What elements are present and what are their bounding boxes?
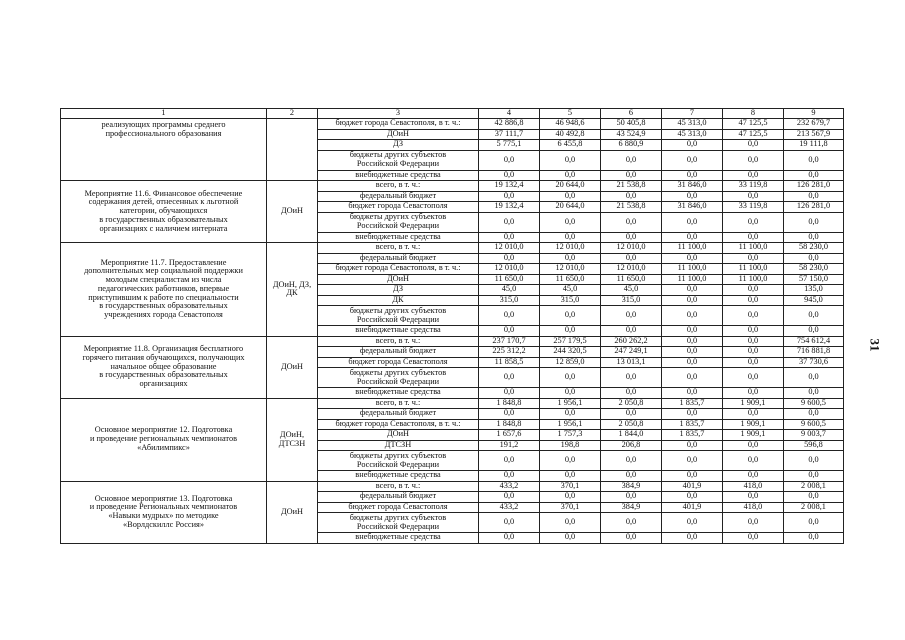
table-row (61, 398, 844, 409)
year-value: 12 010,0 (479, 243, 540, 254)
total-value: 213 567,9 (784, 129, 844, 140)
column-number: 4 (479, 109, 540, 119)
total-value: 57 150,0 (784, 274, 844, 285)
funding-source: внебюджетные средства (318, 170, 479, 181)
total-value: 0,0 (784, 533, 844, 544)
year-value: 20 644,0 (540, 181, 601, 192)
year-value: 206,8 (601, 440, 662, 451)
year-value: 11 100,0 (723, 243, 784, 254)
year-value: 244 320,5 (540, 347, 601, 358)
executor-cell: ДОиН, ДТСЗН (267, 398, 318, 481)
funding-source: федеральный бюджет (318, 347, 479, 358)
total-value: 37 730,6 (784, 357, 844, 368)
year-value: 0,0 (601, 212, 662, 232)
funding-source: ДЗ (318, 140, 479, 151)
year-value: 0,0 (601, 388, 662, 399)
year-value: 433,2 (479, 481, 540, 492)
year-value: 0,0 (540, 150, 601, 170)
table-row (61, 181, 844, 192)
year-value: 0,0 (601, 191, 662, 202)
year-value: 0,0 (723, 409, 784, 420)
year-value: 11 100,0 (662, 243, 723, 254)
funding-source: всего, в т. ч.: (318, 398, 479, 409)
year-value: 45,0 (479, 285, 540, 296)
funding-source: федеральный бюджет (318, 253, 479, 264)
total-value: 0,0 (784, 212, 844, 232)
year-value: 0,0 (540, 492, 601, 503)
column-number: 9 (784, 109, 844, 119)
funding-source: бюджет города Севастополя, в т. ч.: (318, 264, 479, 275)
funding-source: ДТСЗН (318, 440, 479, 451)
year-value: 0,0 (540, 326, 601, 337)
year-value: 0,0 (662, 232, 723, 243)
activity-description: Основное мероприятие 12. Подготовка и проведение региональных чемпионатов «Абилимпикс» (61, 398, 267, 481)
year-value: 11 100,0 (723, 274, 784, 285)
year-value: 0,0 (601, 306, 662, 326)
year-value: 1 909,1 (723, 398, 784, 409)
executor-cell: ДОиН (267, 181, 318, 243)
year-value: 0,0 (662, 409, 723, 420)
year-value: 0,0 (662, 347, 723, 358)
executor-cell (267, 119, 318, 181)
year-value: 47 125,5 (723, 129, 784, 140)
year-value: 0,0 (662, 295, 723, 306)
year-value: 0,0 (601, 533, 662, 544)
total-value: 0,0 (784, 150, 844, 170)
funding-source: федеральный бюджет (318, 191, 479, 202)
total-value: 0,0 (784, 409, 844, 420)
year-value: 11 100,0 (662, 274, 723, 285)
activity-description: Мероприятие 11.8. Организация бесплатного горячего питания обучающихся, получающих начальное общее образование в государственных образовательных организациях (61, 336, 267, 398)
executor-cell: ДОиН, ДЗ, ДК (267, 243, 318, 337)
column-number: 7 (662, 109, 723, 119)
column-number: 8 (723, 109, 784, 119)
year-value: 0,0 (540, 232, 601, 243)
year-value: 0,0 (540, 471, 601, 482)
year-value: 0,0 (723, 533, 784, 544)
year-value: 20 644,0 (540, 202, 601, 213)
budget-table (60, 108, 844, 544)
year-value: 0,0 (540, 170, 601, 181)
total-value: 716 881,8 (784, 347, 844, 358)
year-value: 31 846,0 (662, 181, 723, 192)
year-value: 21 538,8 (601, 202, 662, 213)
year-value: 11 100,0 (723, 264, 784, 275)
funding-source: бюджет города Севастополя (318, 202, 479, 213)
year-value: 0,0 (723, 285, 784, 296)
year-value: 0,0 (723, 368, 784, 388)
year-value: 0,0 (479, 533, 540, 544)
funding-source: бюджеты других субъектов Российской Федерации (318, 306, 479, 326)
year-value: 0,0 (601, 150, 662, 170)
year-value: 19 132,4 (479, 181, 540, 192)
total-value: 0,0 (784, 492, 844, 503)
year-value: 0,0 (479, 212, 540, 232)
funding-source: бюджеты других субъектов Российской Федерации (318, 368, 479, 388)
funding-source: ДОиН (318, 274, 479, 285)
executor-cell: ДОиН (267, 336, 318, 398)
year-value: 0,0 (723, 492, 784, 503)
year-value: 0,0 (479, 513, 540, 533)
year-value: 0,0 (540, 533, 601, 544)
year-value: 37 111,7 (479, 129, 540, 140)
year-value: 0,0 (540, 191, 601, 202)
funding-source: бюджеты других субъектов Российской Федерации (318, 212, 479, 232)
table-row (61, 243, 844, 254)
year-value: 33 119,8 (723, 202, 784, 213)
year-value: 0,0 (662, 533, 723, 544)
year-value: 12 010,0 (540, 243, 601, 254)
funding-source: федеральный бюджет (318, 492, 479, 503)
total-value: 126 281,0 (784, 181, 844, 192)
total-value: 126 281,0 (784, 202, 844, 213)
year-value: 418,0 (723, 481, 784, 492)
column-number: 6 (601, 109, 662, 119)
year-value: 1 657,6 (479, 430, 540, 441)
year-value: 2 050,8 (601, 398, 662, 409)
year-value: 0,0 (479, 306, 540, 326)
funding-source: бюджет города Севастополя, в т. ч.: (318, 419, 479, 430)
funding-source: бюджет города Севастополя (318, 502, 479, 513)
year-value: 43 524,9 (601, 129, 662, 140)
year-value: 11 858,5 (479, 357, 540, 368)
year-value: 5 775,1 (479, 140, 540, 151)
year-value: 45,0 (540, 285, 601, 296)
year-value: 0,0 (479, 492, 540, 503)
funding-source: бюджеты других субъектов Российской Федерации (318, 150, 479, 170)
column-number: 2 (267, 109, 318, 119)
year-value: 237 170,7 (479, 336, 540, 347)
year-value: 1 844,0 (601, 430, 662, 441)
year-value: 191,2 (479, 440, 540, 451)
year-value: 0,0 (601, 471, 662, 482)
year-value: 384,9 (601, 502, 662, 513)
year-value: 33 119,8 (723, 181, 784, 192)
total-value: 0,0 (784, 471, 844, 482)
funding-source: ДК (318, 295, 479, 306)
year-value: 1 835,7 (662, 398, 723, 409)
year-value: 0,0 (723, 336, 784, 347)
year-value: 0,0 (723, 253, 784, 264)
table-row (61, 119, 844, 130)
year-value: 12 010,0 (601, 264, 662, 275)
year-value: 0,0 (723, 212, 784, 232)
year-value: 11 650,0 (479, 274, 540, 285)
year-value: 401,9 (662, 481, 723, 492)
year-value: 1 848,8 (479, 398, 540, 409)
year-value: 47 125,5 (723, 119, 784, 130)
total-value: 2 008,1 (784, 502, 844, 513)
total-value: 232 679,7 (784, 119, 844, 130)
year-value: 0,0 (662, 191, 723, 202)
year-value: 0,0 (662, 388, 723, 399)
year-value: 11 100,0 (662, 264, 723, 275)
year-value: 13 013,1 (601, 357, 662, 368)
year-value: 0,0 (540, 409, 601, 420)
year-value: 370,1 (540, 502, 601, 513)
year-value: 0,0 (662, 212, 723, 232)
year-value: 0,0 (723, 388, 784, 399)
total-value: 945,0 (784, 295, 844, 306)
year-value: 257 179,5 (540, 336, 601, 347)
year-value: 0,0 (662, 440, 723, 451)
year-value: 0,0 (479, 150, 540, 170)
funding-source: бюджеты других субъектов Российской Федерации (318, 451, 479, 471)
funding-source: всего, в т. ч.: (318, 481, 479, 492)
year-value: 0,0 (723, 150, 784, 170)
funding-source: федеральный бюджет (318, 409, 479, 420)
funding-source: всего, в т. ч.: (318, 336, 479, 347)
year-value: 0,0 (723, 347, 784, 358)
total-value: 0,0 (784, 306, 844, 326)
year-value: 433,2 (479, 502, 540, 513)
year-value: 0,0 (662, 357, 723, 368)
year-value: 0,0 (723, 471, 784, 482)
year-value: 315,0 (479, 295, 540, 306)
year-value: 0,0 (479, 253, 540, 264)
table-row (61, 336, 844, 347)
total-value: 0,0 (784, 368, 844, 388)
year-value: 19 132,4 (479, 202, 540, 213)
funding-source: ДОиН (318, 129, 479, 140)
year-value: 31 846,0 (662, 202, 723, 213)
year-value: 370,1 (540, 481, 601, 492)
year-value: 1 848,8 (479, 419, 540, 430)
year-value: 225 312,2 (479, 347, 540, 358)
total-value: 9 003,7 (784, 430, 844, 441)
year-value: 0,0 (540, 368, 601, 388)
year-value: 0,0 (662, 492, 723, 503)
year-value: 315,0 (601, 295, 662, 306)
year-value: 45 313,0 (662, 119, 723, 130)
funding-source: всего, в т. ч.: (318, 181, 479, 192)
year-value: 418,0 (723, 502, 784, 513)
year-value: 1 956,1 (540, 398, 601, 409)
column-number: 1 (61, 109, 267, 119)
year-value: 0,0 (662, 170, 723, 181)
year-value: 0,0 (723, 326, 784, 337)
funding-source: внебюджетные средства (318, 533, 479, 544)
total-value: 0,0 (784, 170, 844, 181)
year-value: 0,0 (601, 368, 662, 388)
year-value: 0,0 (540, 513, 601, 533)
year-value: 0,0 (723, 451, 784, 471)
funding-source: ДЗ (318, 285, 479, 296)
year-value: 0,0 (601, 409, 662, 420)
activity-description: Мероприятие 11.6. Финансовое обеспечение содержания детей, отнесенных к льготной категории, обучающихся в государственных образовательных организациях с наличием интерната (61, 181, 267, 243)
total-value: 135,0 (784, 285, 844, 296)
funding-source: внебюджетные средства (318, 471, 479, 482)
year-value: 0,0 (723, 440, 784, 451)
total-value: 0,0 (784, 326, 844, 337)
year-value: 0,0 (723, 140, 784, 151)
year-value: 12 010,0 (540, 264, 601, 275)
total-value: 754 612,4 (784, 336, 844, 347)
total-value: 19 111,8 (784, 140, 844, 151)
year-value: 6 455,8 (540, 140, 601, 151)
executor-cell: ДОиН (267, 481, 318, 543)
year-value: 12 010,0 (479, 264, 540, 275)
year-value: 0,0 (662, 326, 723, 337)
total-value: 0,0 (784, 191, 844, 202)
year-value: 0,0 (540, 451, 601, 471)
year-value: 0,0 (601, 232, 662, 243)
year-value: 0,0 (662, 513, 723, 533)
year-value: 401,9 (662, 502, 723, 513)
year-value: 50 405,8 (601, 119, 662, 130)
total-value: 0,0 (784, 253, 844, 264)
total-value: 0,0 (784, 513, 844, 533)
year-value: 0,0 (479, 471, 540, 482)
year-value: 0,0 (479, 409, 540, 420)
total-value: 0,0 (784, 388, 844, 399)
year-value: 1 909,1 (723, 419, 784, 430)
year-value: 0,0 (662, 140, 723, 151)
year-value: 260 262,2 (601, 336, 662, 347)
year-value: 0,0 (662, 150, 723, 170)
funding-source: бюджеты других субъектов Российской Федерации (318, 513, 479, 533)
year-value: 0,0 (723, 170, 784, 181)
year-value: 0,0 (662, 253, 723, 264)
year-value: 6 880,9 (601, 140, 662, 151)
year-value: 0,0 (723, 191, 784, 202)
year-value: 1 835,7 (662, 430, 723, 441)
year-value: 21 538,8 (601, 181, 662, 192)
year-value: 0,0 (601, 253, 662, 264)
activity-description: реализующих программы среднего профессионального образования (61, 119, 267, 181)
year-value: 0,0 (723, 306, 784, 326)
total-value: 0,0 (784, 451, 844, 471)
funding-source: внебюджетные средства (318, 388, 479, 399)
year-value: 0,0 (723, 357, 784, 368)
column-number-row (61, 109, 844, 119)
year-value: 0,0 (662, 368, 723, 388)
year-value: 0,0 (479, 232, 540, 243)
year-value: 0,0 (723, 295, 784, 306)
total-value: 2 008,1 (784, 481, 844, 492)
year-value: 0,0 (479, 368, 540, 388)
total-value: 9 600,5 (784, 398, 844, 409)
year-value: 0,0 (479, 170, 540, 181)
column-number: 3 (318, 109, 479, 119)
year-value: 11 650,0 (540, 274, 601, 285)
year-value: 0,0 (479, 191, 540, 202)
table-row (61, 481, 844, 492)
activity-description: Мероприятие 11.7. Предоставление дополнительных мер социальной поддержки молодым специалистам из числа педагогических работников, впервые приступившим к работе по специальности в государственных образовательных учреждениях города Севастополя (61, 243, 267, 337)
year-value: 0,0 (662, 285, 723, 296)
year-value: 0,0 (601, 492, 662, 503)
year-value: 0,0 (662, 336, 723, 347)
year-value: 0,0 (479, 326, 540, 337)
total-value: 58 230,0 (784, 264, 844, 275)
year-value: 0,0 (540, 388, 601, 399)
funding-source: внебюджетные средства (318, 326, 479, 337)
year-value: 1 757,3 (540, 430, 601, 441)
year-value: 0,0 (479, 451, 540, 471)
funding-source: всего, в т. ч.: (318, 243, 479, 254)
table-body (61, 109, 844, 544)
year-value: 247 249,1 (601, 347, 662, 358)
year-value: 384,9 (601, 481, 662, 492)
year-value: 0,0 (540, 306, 601, 326)
year-value: 0,0 (662, 471, 723, 482)
total-value: 9 600,5 (784, 419, 844, 430)
year-value: 12 010,0 (601, 243, 662, 254)
year-value: 1 909,1 (723, 430, 784, 441)
year-value: 0,0 (662, 451, 723, 471)
year-value: 0,0 (662, 306, 723, 326)
year-value: 198,8 (540, 440, 601, 451)
total-value: 58 230,0 (784, 243, 844, 254)
year-value: 1 835,7 (662, 419, 723, 430)
year-value: 0,0 (601, 451, 662, 471)
funding-source: внебюджетные средства (318, 232, 479, 243)
year-value: 0,0 (601, 513, 662, 533)
year-value: 42 886,8 (479, 119, 540, 130)
year-value: 12 859,0 (540, 357, 601, 368)
funding-source: бюджет города Севастополя (318, 357, 479, 368)
activity-description: Основное мероприятие 13. Подготовка и проведение Региональных чемпионатов «Навыки мудрых» по методике «Ворлдскиллс Россия» (61, 481, 267, 543)
year-value: 2 050,8 (601, 419, 662, 430)
year-value: 45 313,0 (662, 129, 723, 140)
year-value: 11 650,0 (601, 274, 662, 285)
year-value: 315,0 (540, 295, 601, 306)
page-number: 31 (867, 338, 883, 352)
year-value: 0,0 (601, 170, 662, 181)
year-value: 0,0 (540, 253, 601, 264)
year-value: 0,0 (540, 212, 601, 232)
year-value: 0,0 (723, 232, 784, 243)
year-value: 0,0 (479, 388, 540, 399)
total-value: 0,0 (784, 232, 844, 243)
year-value: 40 492,8 (540, 129, 601, 140)
column-number: 5 (540, 109, 601, 119)
funding-source: бюджет города Севастополя, в т. ч.: (318, 119, 479, 130)
year-value: 45,0 (601, 285, 662, 296)
year-value: 1 956,1 (540, 419, 601, 430)
total-value: 596,8 (784, 440, 844, 451)
year-value: 0,0 (601, 326, 662, 337)
funding-source: ДОиН (318, 430, 479, 441)
year-value: 0,0 (723, 513, 784, 533)
year-value: 46 948,6 (540, 119, 601, 130)
